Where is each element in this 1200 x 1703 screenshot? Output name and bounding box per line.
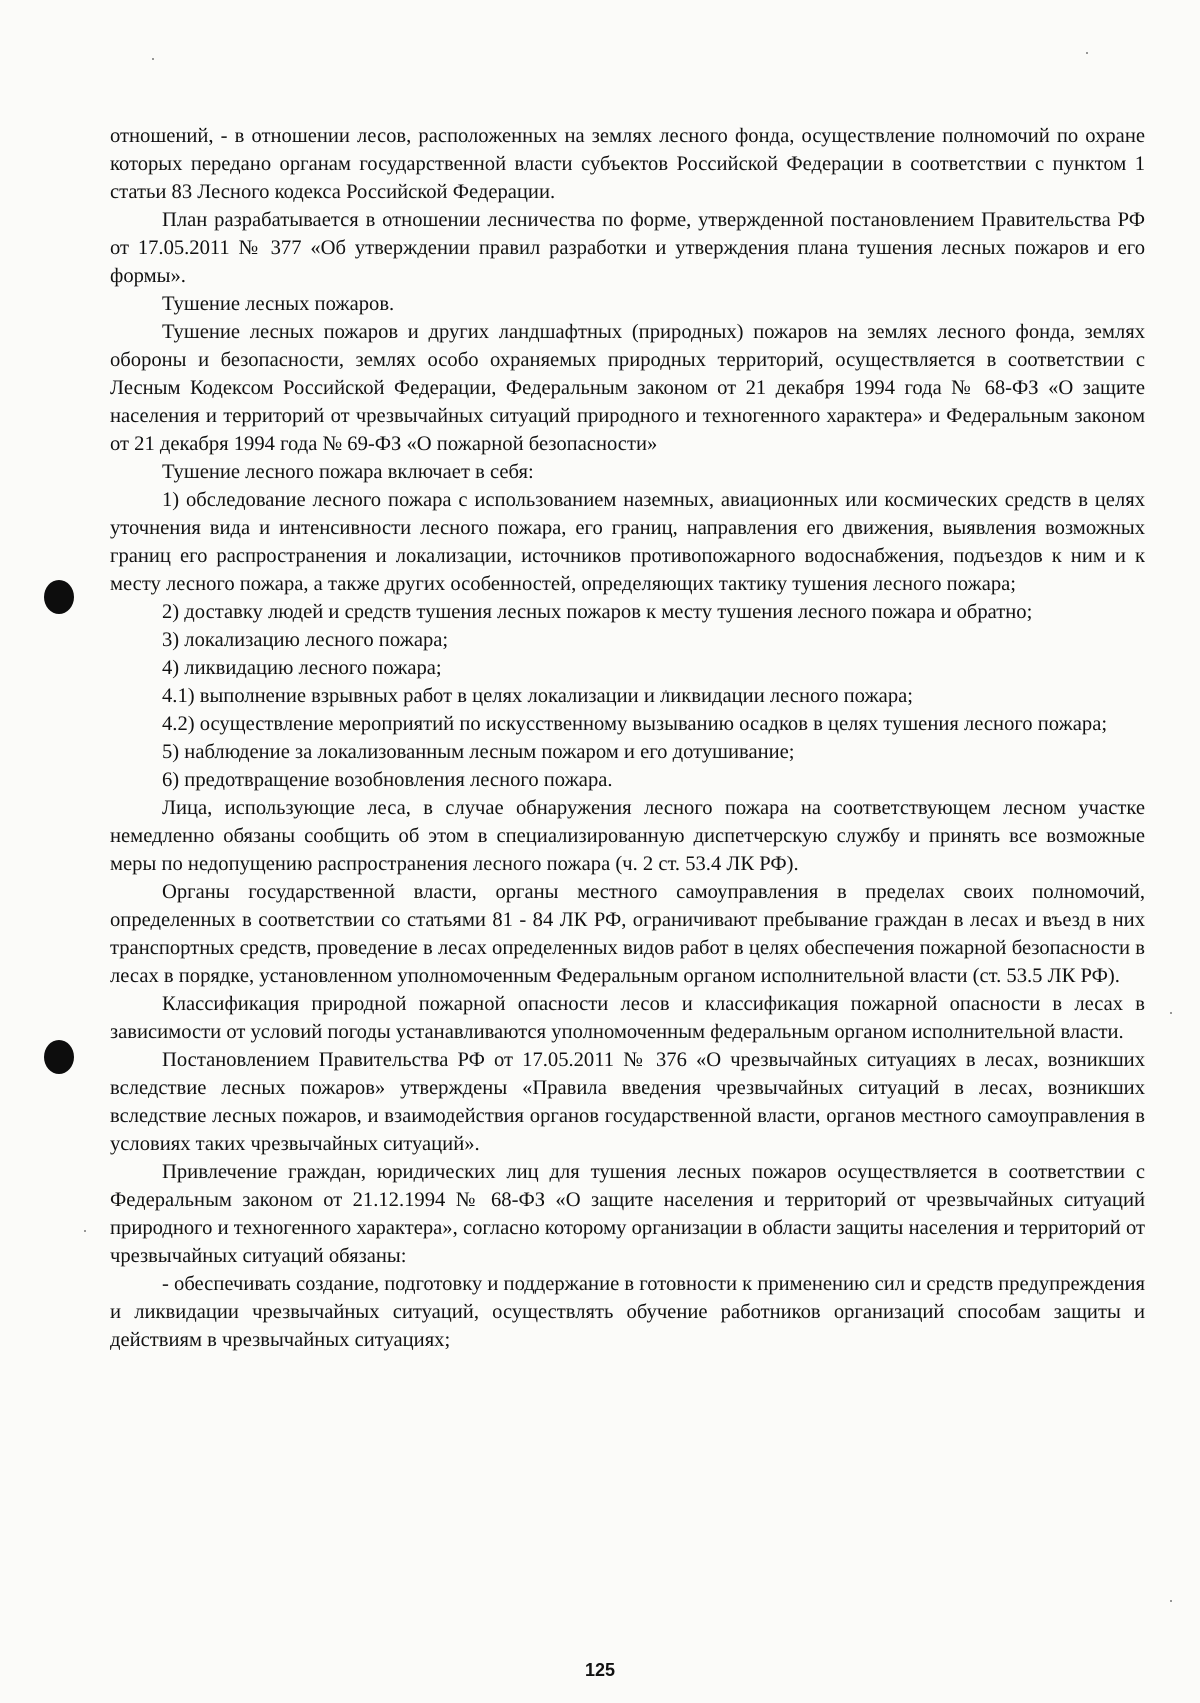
punch-hole-mark: [44, 1040, 74, 1074]
page-number: 125: [584, 1660, 616, 1680]
scan-speck: [152, 58, 154, 60]
list-item: 6) предотвращение возобновления лесного пожара.: [162, 769, 613, 791]
list-item: 5) наблюдение за локализованным лесным пожаром и его дотушивание;: [162, 741, 795, 763]
list-item: 4) ликвидацию лесного пожара;: [162, 657, 442, 679]
paragraph: Тушение лесных пожаров.: [162, 293, 395, 315]
list-item: 3) локализацию лесного пожара;: [162, 629, 449, 651]
paragraph: Классификация природной пожарной опасности лесов и классификация пожарной опасности в лесах в зависимости от условий погоды устанавливаются уполномоченным федеральным органом исполнительной власти.: [110, 993, 1145, 1043]
scan-speck: [1170, 1600, 1172, 1602]
punch-hole-mark: [44, 580, 74, 614]
paragraph: План разрабатывается в отношении лесничества по форме, утвержденной постановлением Правительства РФ от 17.05.2011 № 377 «Об утверждении правил разработки и утверждения плана тушения лесных пожаров и его формы».: [110, 209, 1145, 287]
paragraph: Тушение лесных пожаров и других ландшафтных (природных) пожаров на землях лесного фонда, землях обороны и безопасности, землях особо охраняемых природных территорий, осуществляется в соответствии с Лесным Кодексом Российской Федерации, Федеральным законом от 21 декабря 1994 года № 68-ФЗ «О защите населения и территорий от чрезвычайных ситуаций природного и техногенного характера» и Федеральным законом от 21 декабря 1994 года № 69-ФЗ «О пожарной безопасности»: [110, 321, 1145, 455]
paragraph: Лица, использующие леса, в случае обнаружения лесного пожара на соответствующем лесном участке немедленно обязаны сообщить об этом в специализированную диспетчерскую службу и принять все возможные меры по недопущению распространения лесного пожара (ч. 2 ст. 53.4 ЛК РФ).: [110, 797, 1145, 875]
scan-speck: [1086, 52, 1088, 54]
list-item: - обеспечивать создание, подготовку и поддержание в готовности к применению сил и средств предупреждения и ликвидации чрезвычайных ситуаций, осуществлять обучение работников организаций способам защиты и действиям в чрезвычайных ситуациях;: [110, 1273, 1145, 1351]
list-item: 4.2) осуществление мероприятий по искусственному вызыванию осадков в целях тушения лесного пожара;: [162, 713, 1108, 735]
paragraph: Тушение лесного пожара включает в себя:: [162, 461, 534, 483]
body-text: [110, 122, 1145, 1354]
scan-speck: [1170, 1012, 1172, 1014]
paragraph: Органы государственной власти, органы местного самоуправления в пределах своих полномочий, определенных в соответствии со статьями 81 - 84 ЛК РФ, ограничивают пребывание граждан в лесах и въезд в них транспортных средств, проведение в лесах определенных видов работ в целях обеспечения пожарной безопасности в лесах в порядке, установленном уполномоченным Федеральным органом исполнительной власти (ст. 53.5 ЛК РФ).: [110, 881, 1145, 987]
paragraph: Привлечение граждан, юридических лиц для тушения лесных пожаров осуществляется в соответствии с Федеральным законом от 21.12.1994 № 68-ФЗ «О защите населения и территорий от чрезвычайных ситуаций природного и техногенного характера», согласно которому организации в области защиты населения и территорий от чрезвычайных ситуаций обязаны:: [110, 1161, 1145, 1267]
list-item: 2) доставку людей и средств тушения лесных пожаров к месту тушения лесного пожара и обратно;: [162, 601, 1033, 623]
paragraph: отношений, - в отношении лесов, расположенных на землях лесного фонда, осуществление полномочий по охране которых передано органам государственной власти субъектов Российской Федерации в соответствии с пунктом 1 статьи 83 Лесного кодекса Российской Федерации.: [110, 125, 1145, 203]
list-item: 1) обследование лесного пожара с использованием наземных, авиационных или космических средств в целях уточнения вида и интенсивности лесного пожара, его границ, направления его движения, выявления возможных границ его распространения и локализации, источников противопожарного водоснабжения, подъездов к ним и к месту лесного пожара, а также других особенностей, определяющих тактику тушения лесного пожара;: [110, 489, 1145, 595]
list-item: 4.1) выполнение взрывных работ в целях локализации и ликвидации лесного пожара;: [162, 685, 913, 707]
scan-speck: [84, 1230, 86, 1232]
paragraph: Постановлением Правительства РФ от 17.05.2011 № 376 «О чрезвычайных ситуациях в лесах, возникших вследствие лесных пожаров» утверждены «Правила введения чрезвычайных ситуаций в лесах, возникших вследствие лесных пожаров, и взаимодействия органов государственной власти, органов местного самоуправления в условиях таких чрезвычайных ситуаций».: [110, 1049, 1145, 1155]
